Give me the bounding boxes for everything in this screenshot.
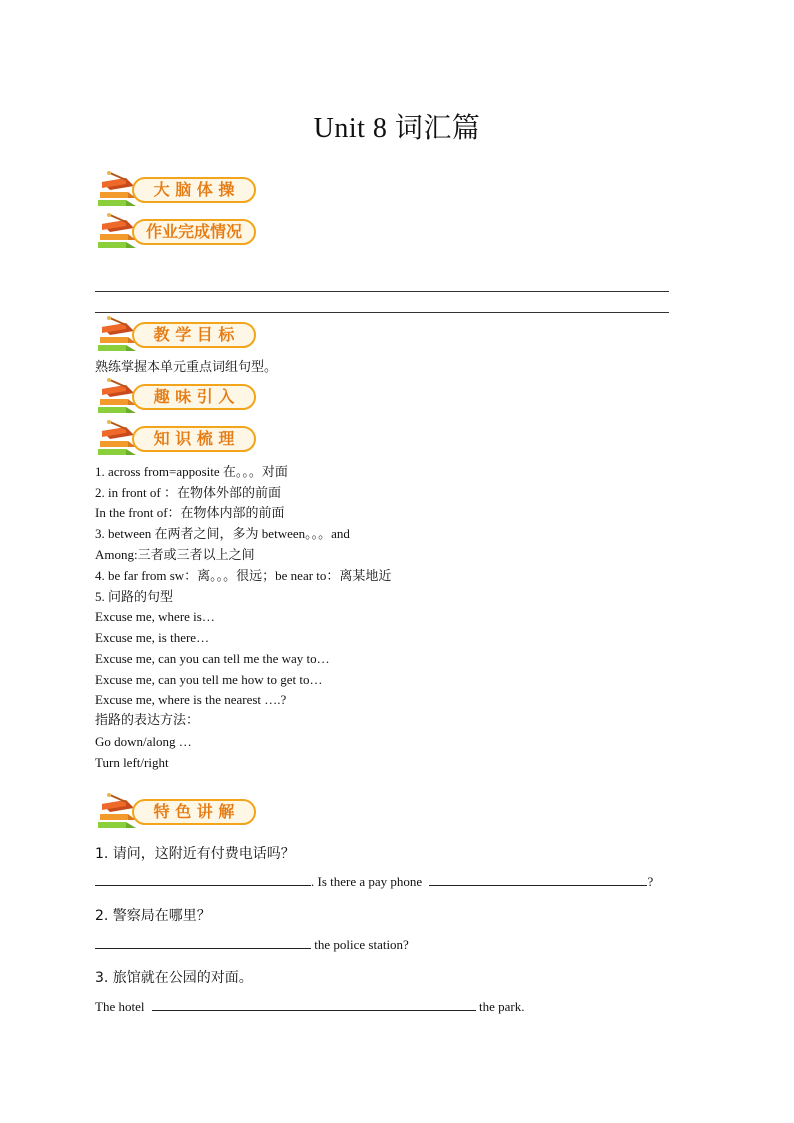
objective-text: 熟练掌握本单元重点词组句型。 (95, 360, 278, 375)
answer-blank[interactable] (95, 936, 311, 949)
knowledge-line: 5. 问路的句型 (95, 589, 174, 604)
banner-intro (96, 377, 260, 417)
knowledge-line: Turn left/right (95, 755, 169, 770)
banner-special (96, 792, 260, 832)
knowledge-line: 4. be far from sw：离。。。很远；be near to：离某地近 (95, 568, 392, 583)
answer-text: the park. (478, 999, 525, 1014)
knowledge-line: 1. across from=apposite 在。。。对面 (95, 464, 288, 479)
answer-blank[interactable] (429, 873, 647, 886)
knowledge-line: 2. in front of ：在物体外部的前面 (95, 485, 281, 500)
knowledge-line: In the front of：在物体内部的前面 (95, 505, 285, 520)
divider-line (95, 312, 669, 313)
exercise-question-3: 3. 旅馆就在公园的对面。 (95, 970, 253, 986)
banner-objectives (96, 315, 260, 355)
banner-knowledge (96, 419, 260, 459)
knowledge-line: Go down/along … (95, 734, 192, 749)
knowledge-line: 3. between 在两者之间，多为 between。。。and (95, 526, 350, 541)
banner-label: 特 色 讲 解 (132, 799, 256, 825)
banner-brain-exercise (96, 170, 260, 210)
answer-text: the police station? (314, 937, 409, 952)
answer-blank[interactable] (152, 998, 476, 1011)
knowledge-line: Excuse me, can you can tell me the way to… (95, 651, 330, 666)
knowledge-line: Excuse me, where is… (95, 609, 215, 624)
exercise-question-1: 1. 请问，这附近有付费电话吗？ (95, 846, 295, 862)
exercise-answer-1 (95, 873, 653, 890)
exercise-answer-2 (95, 936, 409, 953)
banner-label: 作业完成情况 (132, 219, 256, 245)
banner-homework (96, 212, 260, 252)
answer-blank[interactable] (95, 873, 311, 886)
knowledge-line: 指路的表达方法： (95, 713, 200, 728)
answer-text: The hotel (95, 999, 145, 1014)
knowledge-line: Among:三者或三者以上之间 (95, 547, 255, 562)
page-title: Unit 8 词汇篇 (313, 113, 481, 144)
banner-label: 大 脑 体 操 (132, 177, 256, 203)
banner-label: 教 学 目 标 (132, 322, 256, 348)
divider-line (95, 291, 669, 292)
banner-label: 趣 味 引 入 (132, 384, 256, 410)
exercise-answer-3 (95, 998, 524, 1015)
knowledge-line: Excuse me, can you tell me how to get to… (95, 672, 323, 687)
banner-label: 知 识 梳 理 (132, 426, 256, 452)
knowledge-line: Excuse me, where is the nearest ….? (95, 692, 287, 707)
answer-text: . Is there a pay phone (311, 874, 423, 889)
answer-text: ? (647, 874, 654, 889)
exercise-question-2: 2. 警察局在哪里？ (95, 908, 211, 924)
knowledge-line: Excuse me, is there… (95, 630, 210, 645)
